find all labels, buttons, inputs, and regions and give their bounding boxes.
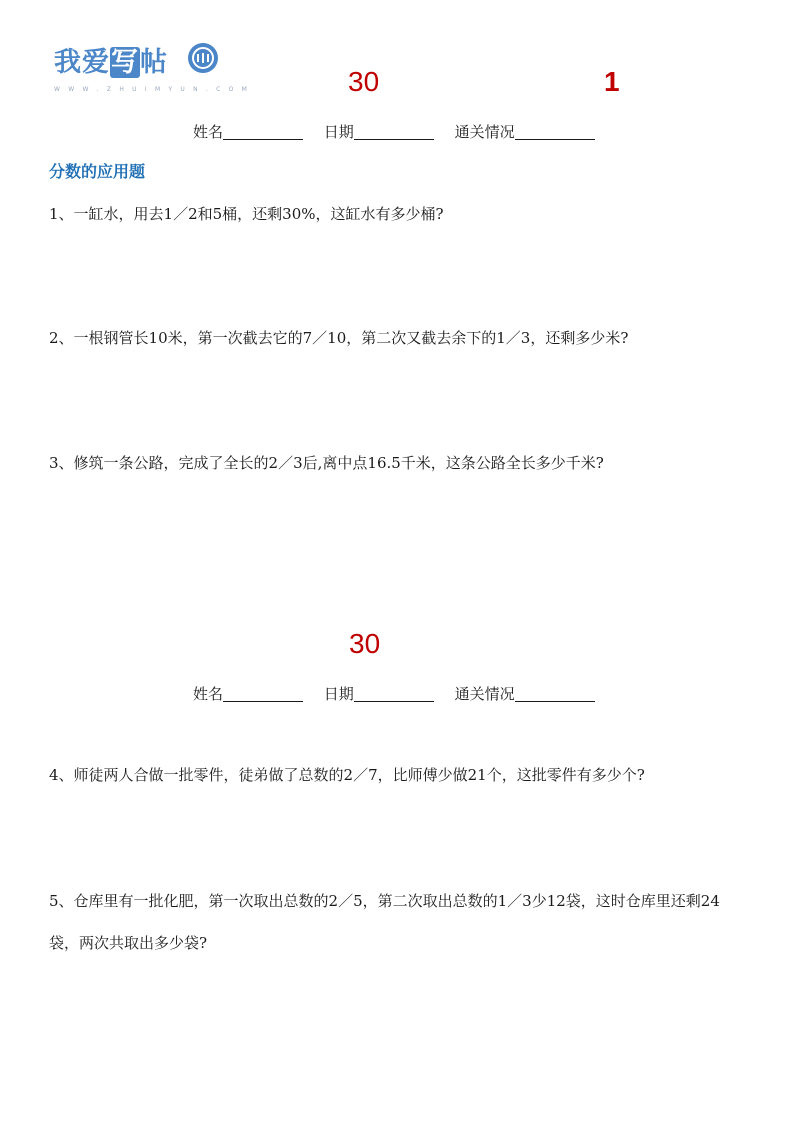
name-blank-2[interactable] xyxy=(223,686,303,702)
date-blank-2[interactable] xyxy=(354,686,434,702)
info-row-1 xyxy=(193,124,595,140)
name-blank[interactable] xyxy=(223,124,303,140)
name-field xyxy=(193,124,303,140)
logo-text-before: 我爱 xyxy=(54,47,110,78)
site-logo xyxy=(54,38,251,98)
logo-text-after: 帖 xyxy=(140,47,168,78)
date-blank[interactable] xyxy=(354,124,434,140)
header-number-top: 30 xyxy=(348,66,380,97)
date-field-2 xyxy=(324,686,434,702)
chat-bubble-icon xyxy=(187,42,219,74)
question-3: 3、修筑一条公路，完成了全长的2／3后,离中点16.5千米，这条公路全长多少千米? xyxy=(49,454,604,472)
logo-subtitle: W W W . Z H U I M Y U N . C O M xyxy=(54,86,251,93)
question-5: 5、仓库里有一批化肥，第一次取出总数的2／5，第二次取出总数的1／3少12袋，这时仓库里还剩24袋，两次共取出多少袋? xyxy=(49,892,720,952)
status-field-2 xyxy=(455,686,595,702)
date-label: 日期 xyxy=(323,123,354,141)
status-field xyxy=(455,124,595,140)
logo-text-highlight: 写 xyxy=(111,47,139,78)
question-4: 4、师徒两人合做一批零件，徒弟做了总数的2／7，比师傅少做21个，这批零件有多少个? xyxy=(49,766,645,784)
logo-wordmark xyxy=(54,40,168,79)
info-row-2 xyxy=(193,686,595,702)
name-label-2: 姓名 xyxy=(193,685,224,703)
status-blank-2[interactable] xyxy=(515,686,595,702)
question-1: 1、一缸水，用去1／2和5桶，还剩30%，这缸水有多少桶? xyxy=(49,205,444,223)
header-number-right: 1 xyxy=(604,66,620,97)
question-2: 2、一根钢管长10米，第一次截去它的7／10，第二次又截去余下的1／3，还剩多少米? xyxy=(49,329,629,347)
date-field xyxy=(324,124,434,140)
status-label: 通关情况 xyxy=(454,123,515,141)
date-label-2: 日期 xyxy=(323,685,354,703)
section-title: 分数的应用题 xyxy=(49,162,146,181)
name-label: 姓名 xyxy=(193,123,224,141)
status-blank[interactable] xyxy=(515,124,595,140)
name-field-2 xyxy=(193,686,303,702)
header-number-second: 30 xyxy=(349,628,381,659)
status-label-2: 通关情况 xyxy=(454,685,515,703)
